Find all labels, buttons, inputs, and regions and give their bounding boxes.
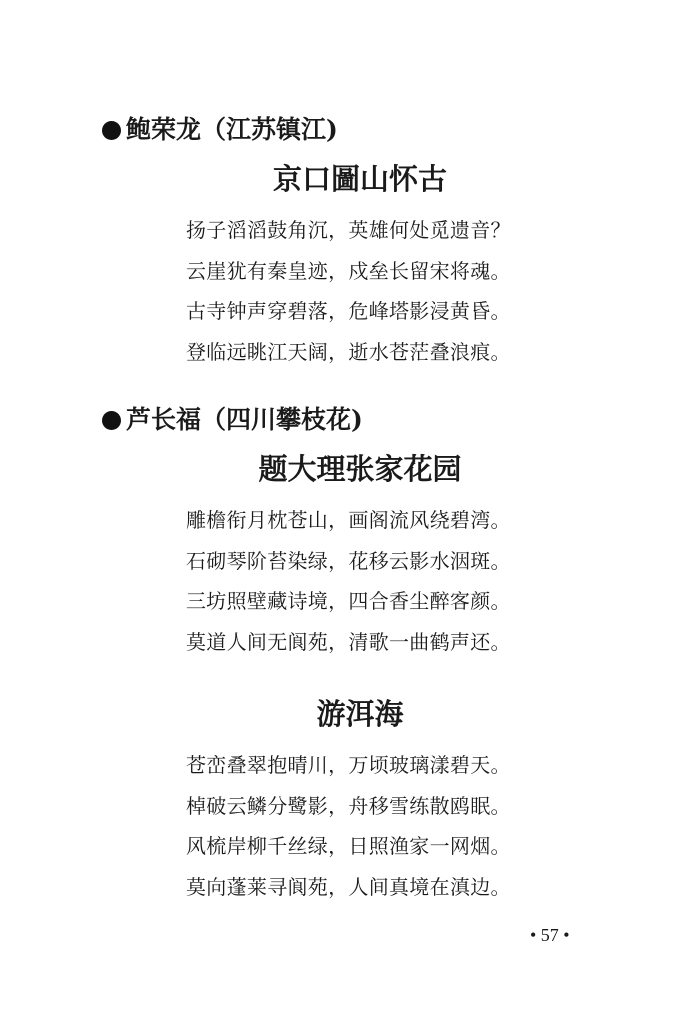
poem-line: 风梳岸柳千丝绿，日照渔家一网烟。: [186, 834, 511, 858]
poem-line: 雕檐衔月枕苍山，画阁流风绕碧湾。: [186, 508, 511, 532]
page-number: • 57 •: [530, 925, 570, 945]
poem-line: 莫道人间无阆苑，清歌一曲鹤声还。: [186, 629, 511, 654]
poem-line: 三坊照壁藏诗境，四合香尘醉客颜。: [186, 589, 511, 613]
bullet-icon: [102, 121, 121, 140]
author-heading: [102, 405, 363, 435]
author-name: 芦长福（四川攀枝花): [126, 405, 363, 434]
poem-title-text: 游洱海: [316, 697, 404, 731]
bullet-icon: [102, 411, 121, 430]
author-heading: [102, 115, 338, 145]
poem-body: [186, 745, 511, 907]
poem-line: 云崖犹有秦皇迹，戍垒长留宋将魂。: [186, 258, 511, 283]
poem-line: 扬子滔滔鼓角沉，英雄何处觅遗音？: [186, 218, 511, 242]
poem-title-text: 京口圖山怀古: [272, 162, 447, 196]
poem-title: [0, 162, 700, 196]
poem-line: 苍峦叠翠抱晴川，万顷玻璃漾碧天。: [186, 753, 511, 777]
poem-line: 石砌琴阶苔染绿，花移云影水洇斑。: [186, 548, 511, 573]
poem-line: 古寺钟声穿碧落，危峰塔影浸黄昏。: [186, 299, 511, 323]
poem-title: [0, 452, 700, 486]
poem-line: 登临远眺江天阔，逝水苍茫叠浪痕。: [186, 339, 511, 364]
poem-line: 莫向蓬莱寻阆苑，人间真境在滇边。: [186, 874, 511, 899]
poem-title-text: 题大理张家花园: [258, 452, 462, 486]
poem-body: [186, 500, 511, 662]
poem-title: [0, 697, 700, 731]
author-name: 鲍荣龙（江苏镇江): [126, 115, 338, 144]
poem-body: [186, 210, 511, 372]
poem-line: 棹破云鳞分鹭影，舟移雪练散鸥眠。: [186, 793, 511, 818]
